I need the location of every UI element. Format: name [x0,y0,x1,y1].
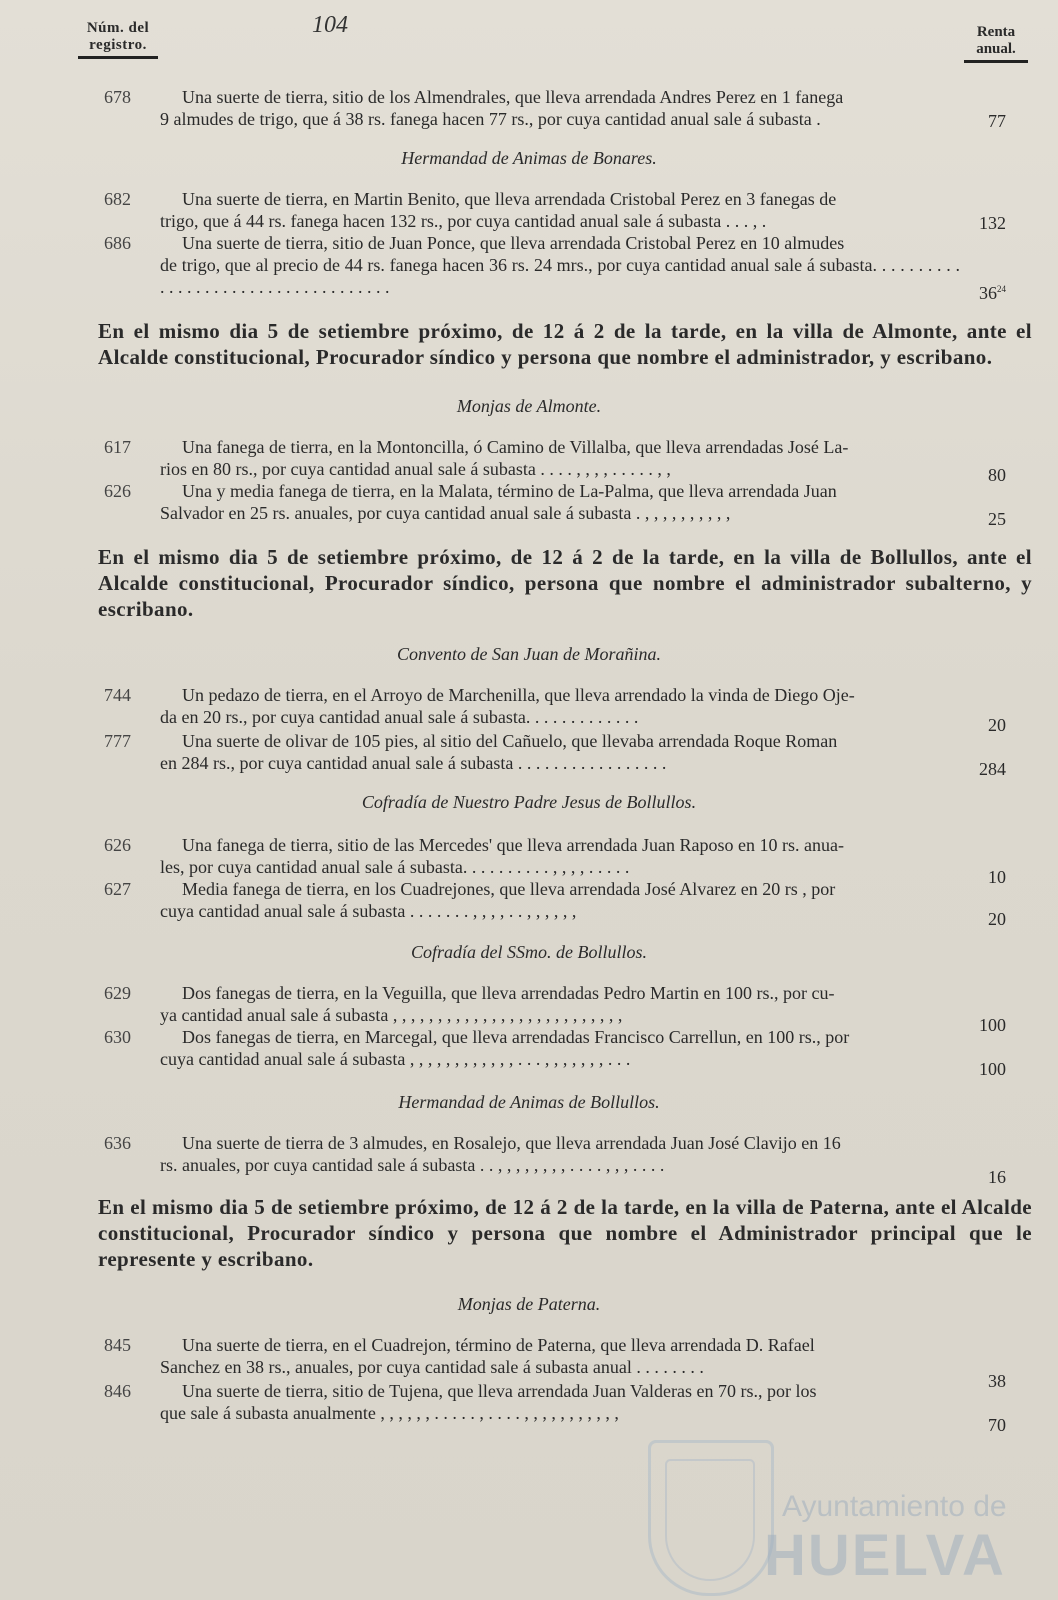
entry-amount: 132 [979,213,1006,233]
entry-number: 629 [104,983,131,1003]
section-heading: Hermandad de Animas de Bollullos. [398,1092,660,1112]
section-heading: Cofradía del SSmo. de Bollullos. [411,942,647,962]
watermark-line1: Ayuntamiento de [782,1490,1007,1523]
entry-text: Una y media fanega de tierra, en la Malata, término de La-Palma, que lleva arrendada Juan Salvador en 25 rs. anuales, por cuya cantidad anual sale á subasta . , , , , , , , , , , [160,481,837,523]
entry-amount: 70 [988,1415,1006,1435]
section-heading: Monjas de Almonte. [456,396,602,416]
section-heading: Convento de San Juan de Morañina. [397,644,661,664]
section-heading: Hermandad de Animas de Bonares. [401,148,657,168]
announcement-bollullos: En el mismo dia 5 de setiembre próximo, de 12 á 2 de la tarde, en la villa de Bollullos, ante el Alcalde constitucional, Procurador síndico, persona que nombre el administrador subalterno, y escribano. [98,545,1032,621]
entry-amount: $36^{24}$ [979,283,1006,303]
header-annual-rent [964,24,1028,63]
entry-number: 678 [104,87,131,107]
entry-number: 846 [104,1381,131,1401]
entry-amount: 77 [988,111,1006,131]
entry-number: 626 [104,481,131,501]
entry-text: Una suerte de tierra, sitio de los Almendrales, que lleva arrendada Andres Perez en 1 fanega 9 almudes de trigo, que á 38 rs. fanega hacen 77 rs., por cuya cantidad anual sale á subasta . [160,87,844,129]
entry-amount: 20 [988,715,1006,735]
header-left-rule [78,56,158,59]
entry-amount: 80 [988,465,1006,485]
entry-text: Dos fanegas de tierra, en Marcegal, que lleva arrendadas Francisco Carrellun, en 100 rs., por cuya cantidad anual sale á subasta , , , , , , , , , , , , . . . , , , , , , , . . . [160,1027,850,1069]
entry-text: Una suerte de tierra, en Martin Benito, que lleva arrendada Cristobal Perez en 3 fanegas de trigo, que á 44 rs. fanega hacen 132 rs., por cuya cantidad anual sale á subasta . . . , . [160,189,837,231]
entry-text: Una suerte de olivar de 105 pies, al sitio del Cañuelo, que llevaba arrendada Roque Roman en 284 rs., por cuya cantidad anual sale á subasta . . . . . . . . . . . . . . . . . [160,731,838,773]
entry-number: 636 [104,1133,131,1153]
entry-text: Media fanega de tierra, en los Cuadrejones, que lleva arrendada José Alvarez en 20 rs , por cuya cantidad anual sale á subasta . . . . . . . , , , , . . , , , , , , [160,879,836,921]
entry-number: 777 [104,731,131,751]
entry-amount: 16 [988,1167,1006,1187]
entry-amount: 10 [988,867,1006,887]
entry-text: Un pedazo de tierra, en el Arroyo de Marchenilla, que lleva arrendado la vinda de Diego Oje- da en 20 rs., por cuya cantidad anual sale á subasta. . . . . . . . . . . . . [160,685,855,727]
entry-text: Una suerte de tierra, en el Cuadrejon, término de Paterna, que lleva arrendada D. Rafael Sanchez en 38 rs., anuales, por cuya cantidad sale á subasta anual . . . . . . . . [160,1335,815,1377]
entry-text: Dos fanegas de tierra, en la Veguilla, que lleva arrendadas Pedro Martin en 100 rs., por cu- ya cantidad anual sale á subasta , , , , , , , , , , , , , , , , , , , , , , , , , , [160,983,835,1025]
section-heading: Monjas de Paterna. [457,1294,601,1314]
entry-number: 630 [104,1027,131,1047]
section-heading: Cofradía de Nuestro Padre Jesus de Bollullos. [361,792,697,812]
entry-text: Una fanega de tierra, sitio de las Mercedes' que lleva arrendada Juan Raposo en 10 rs. anua- les, por cuya cantidad anual sale á subasta. . . . . . . . . . , , , , . . . . . [160,835,844,877]
entry-number: 617 [104,437,131,457]
entry-text: Una suerte de tierra de 3 almudes, en Rosalejo, que lleva arrendada Juan José Clavijo en 16 rs. anuales, por cuya cantidad sale á subasta . . , , , , , , , , . . . . , , , . . . . [160,1133,841,1175]
entry-amount: 20 [988,909,1006,929]
entry-number: 845 [104,1335,131,1355]
header-right-line2: anual. [976,41,1016,57]
header-left-line1: Núm. del [86,20,150,36]
header-right-rule [964,60,1028,63]
header-left-line2: registro. [89,37,147,53]
coat-of-arms-watermark-icon [648,1440,774,1596]
entry-number: 626 [104,835,131,855]
header-register-number [78,20,158,59]
entry-text: Una suerte de tierra, sitio de Tujena, que lleva arrendada Juan Valderas en 70 rs., por los que sale á subasta anualmente , , , , , , . . . . . , . . . . , , , , , , , , , , , [160,1381,817,1423]
entry-text: Una fanega de tierra, en la Montoncilla, ó Camino de Villalba, que lleva arrendadas José La- rios en 80 rs., por cuya cantidad anual sale á subasta . . . . , , , , . . . . . , , [160,437,849,479]
announcement-almonte: En el mismo dia 5 de setiembre próximo, de 12 á 2 de la tarde, en la villa de Almonte, ante el Alcalde constitucional, Procurador síndico y persona que nombre el administrador, y escribano. [98,319,1032,369]
entry-amount: 38 [988,1371,1006,1391]
header-right-line1: Renta [976,24,1016,40]
entry-number: 744 [104,685,131,705]
entry-amount: 100 [979,1059,1006,1079]
entry-number: 686 [104,233,131,253]
folio-number: 104 [312,12,348,38]
announcement-paterna: En el mismo dia 5 de setiembre próximo, de 12 á 2 de la tarde, en la villa de Paterna, ante el Alcalde constitucional, Procurador síndico y persona que nombre el Administrador principal que le represente y escribano. [98,1195,1032,1271]
entry-number: 682 [104,189,131,209]
watermark-line2: HUELVA [764,1523,1006,1588]
entry-amount: 284 [979,759,1006,779]
entry-amount: 25 [988,509,1006,529]
entry-amount: 100 [979,1015,1006,1035]
entry-number: 627 [104,879,131,899]
entry-text: Una suerte de tierra, sitio de Juan Ponce, que lleva arrendada Cristobal Perez en 10 almudes de trigo, que al precio de 44 rs. fanega hacen 36 rs. 24 mrs., por cuya cantidad anual sale á subasta. . . . . . . . . . . . . . . . . . . . . . . . . . . . . . . . . . . . [160,233,960,297]
